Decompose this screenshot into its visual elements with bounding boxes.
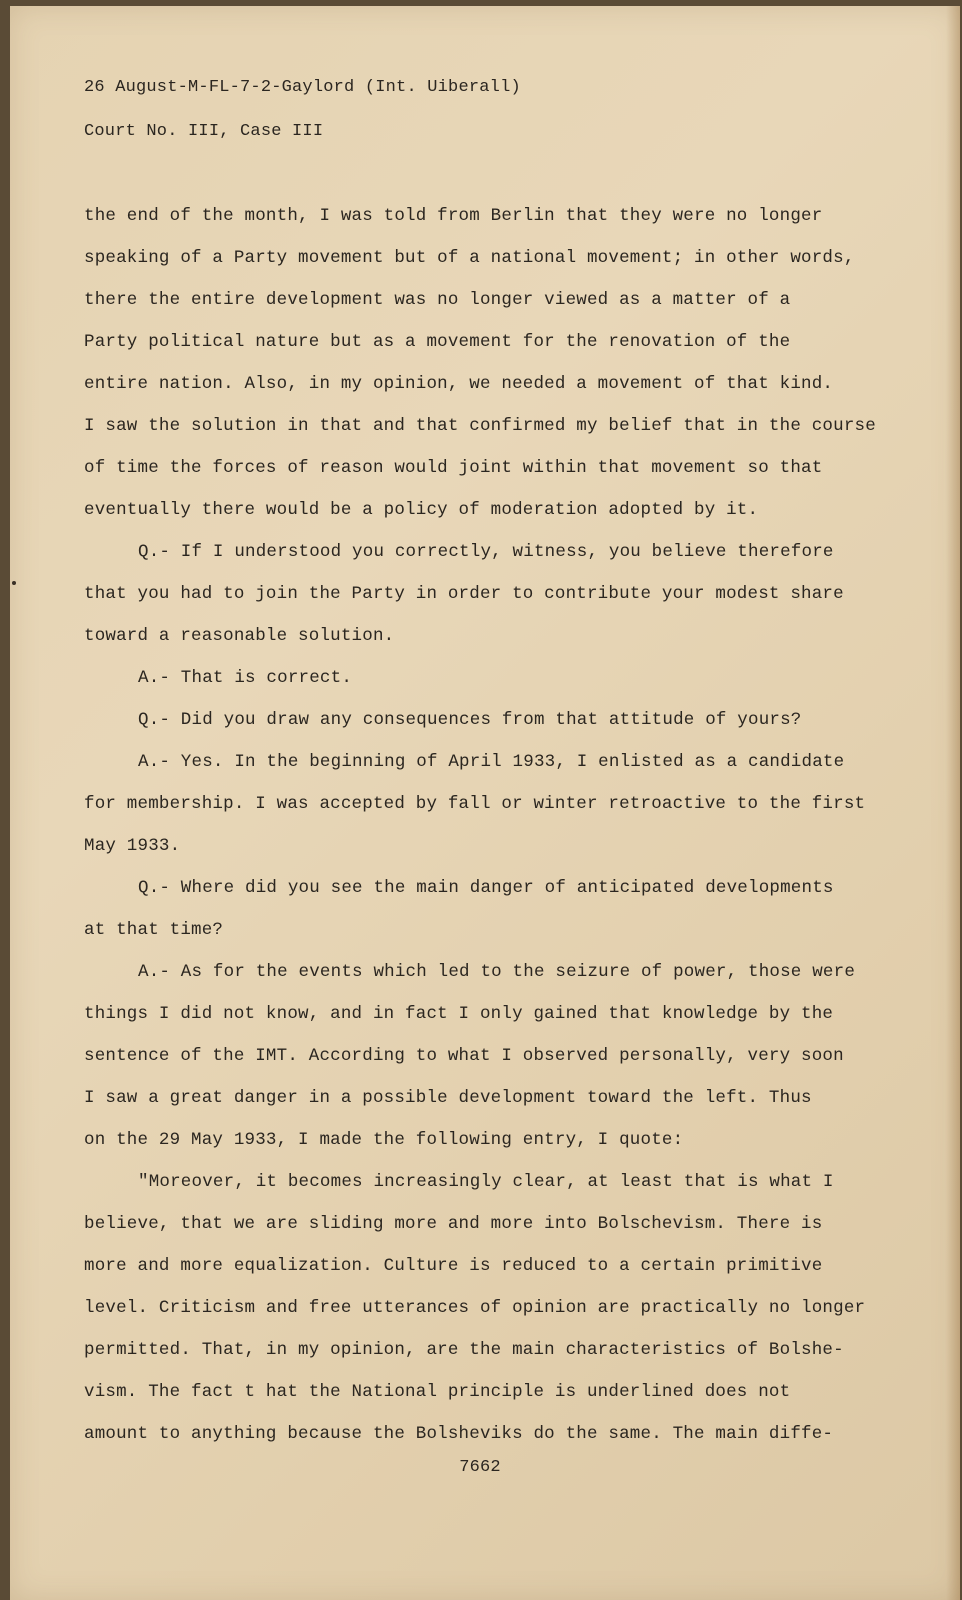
body-line: May 1933. — [84, 836, 181, 856]
answer-line: A.- As for the events which led to the seizure of power, those were — [138, 962, 856, 982]
question-line: Q.- If I understood you correctly, witness, you believe therefore — [138, 542, 834, 562]
body-line: I saw the solution in that and that confirmed my belief that in the course — [84, 416, 876, 436]
question-line: Q.- Where did you see the main danger of anticipated developments — [138, 878, 834, 898]
body-line: permitted. That, in my opinion, are the main characteristics of Bolshe- — [84, 1340, 844, 1360]
body-line: on the 29 May 1933, I made the following entry, I quote: — [84, 1130, 684, 1150]
body-line: Party political nature but as a movement for the renovation of the — [84, 332, 791, 352]
body-line: level. Criticism and free utterances of opinion are practically no longer — [84, 1298, 866, 1318]
answer-line: A.- That is correct. — [138, 668, 353, 688]
body-line: toward a reasonable solution. — [84, 626, 395, 646]
page-edge-stain — [946, 6, 960, 1600]
body-line: believe, that we are sliding more and more into Bolschevism. There is — [84, 1214, 823, 1234]
body-line: more and more equalization. Culture is reduced to a certain primitive — [84, 1256, 823, 1276]
question-line: Q.- Did you draw any consequences from that attitude of yours? — [138, 710, 802, 730]
body-line: eventually there would be a policy of moderation adopted by it. — [84, 500, 759, 520]
quote-line: "Moreover, it becomes increasingly clear, at least that is what I — [138, 1172, 834, 1192]
body-line: there the entire development was no longer viewed as a matter of a — [84, 290, 791, 310]
body-line: that you had to join the Party in order to contribute your modest share — [84, 584, 844, 604]
answer-line: A.- Yes. In the beginning of April 1933, I enlisted as a candidate — [138, 752, 845, 772]
page-number: 7662 — [459, 1458, 501, 1477]
body-line: amount to anything because the Bolsheviks do the same. The main diffe- — [84, 1424, 834, 1444]
body-line: the end of the month, I was told from Berlin that they were no longer — [84, 206, 823, 226]
body-line: I saw a great danger in a possible development toward the left. Thus — [84, 1088, 812, 1108]
body-line: speaking of a Party movement but of a national movement; in other words, — [84, 248, 855, 268]
header-line-2: Court No. III, Case III — [84, 122, 324, 141]
header-line-1: 26 August-M-FL-7-2-Gaylord (Int. Uiberall) — [84, 78, 521, 97]
body-line: things I did not know, and in fact I only gained that knowledge by the — [84, 1004, 834, 1024]
body-line: entire nation. Also, in my opinion, we needed a movement of that kind. — [84, 374, 834, 394]
margin-mark — [12, 581, 16, 585]
document-page — [10, 6, 960, 1600]
body-line: sentence of the IMT. According to what I observed personally, very soon — [84, 1046, 844, 1066]
body-line: at that time? — [84, 920, 224, 940]
body-line: vism. The fact t hat the National principle is underlined does not — [84, 1382, 791, 1402]
body-line: of time the forces of reason would joint within that movement so that — [84, 458, 823, 478]
body-line: for membership. I was accepted by fall or winter retroactive to the first — [84, 794, 866, 814]
